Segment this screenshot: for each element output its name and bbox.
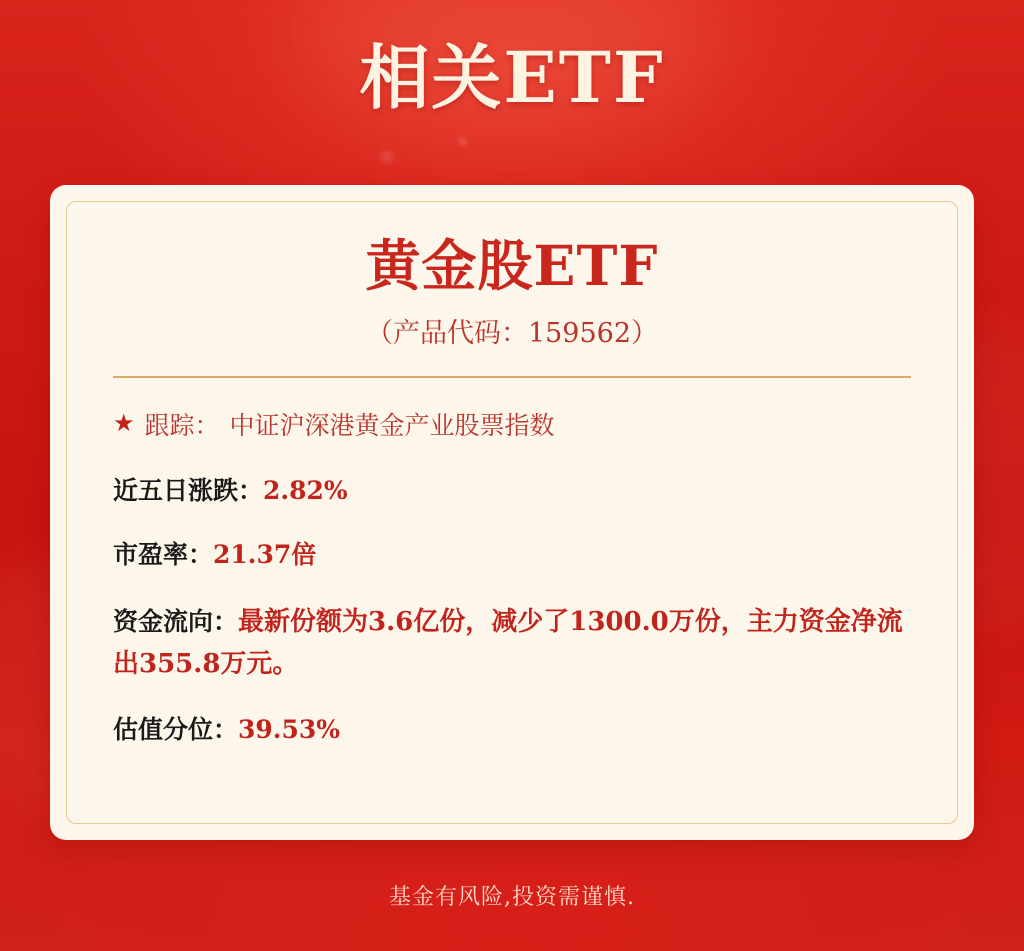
decorative-glow [458, 137, 467, 146]
five-day-change-row [113, 472, 911, 511]
pe-ratio-value: 21.37倍 [213, 540, 317, 570]
page-title: 相关ETF [359, 36, 665, 119]
fund-code: （产品代码：159562） [365, 317, 659, 349]
disclaimer-note: 基金有风险,投资需谨慎. [389, 885, 635, 910]
pe-ratio-row [113, 536, 911, 575]
tracking-index-row [113, 406, 911, 442]
divider [113, 376, 911, 378]
pe-ratio-label: 市盈率： [113, 540, 214, 570]
etf-detail-list [113, 406, 911, 750]
decorative-glow [380, 150, 394, 164]
five-day-change-label: 近五日涨跌： [113, 475, 264, 505]
valuation-percentile-row [113, 711, 911, 750]
etf-card-inner [66, 201, 958, 824]
tracking-index-value: 中证沪深港黄金产业股票指数 [229, 411, 555, 440]
capital-flow-label: 资金流向： [113, 607, 239, 636]
star-icon: ★ [113, 409, 135, 437]
capital-flow-value: 最新份额为3.6亿份，减少了1300.0万份，主力资金净流出355.8万元。 [113, 607, 903, 680]
tracking-index-label: 跟踪： [144, 411, 220, 440]
valuation-percentile-label: 估值分位： [113, 715, 239, 745]
capital-flow-row [113, 601, 911, 685]
fund-name: 黄金股ETF [365, 233, 659, 298]
etf-card [50, 185, 974, 840]
valuation-percentile-value: 39.53% [238, 715, 341, 745]
five-day-change-value: 2.82% [263, 475, 348, 505]
